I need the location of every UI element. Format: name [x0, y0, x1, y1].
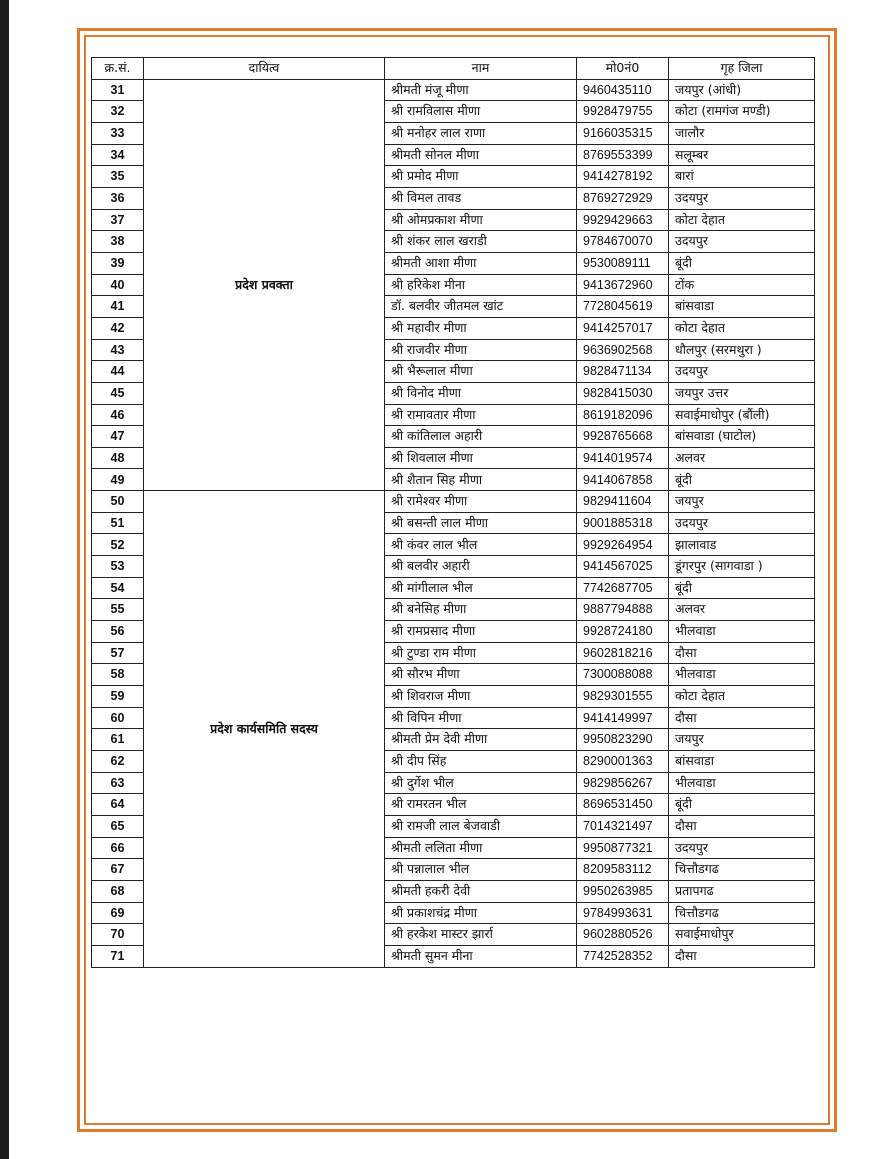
- name-cell: श्री रामरतन भील: [385, 794, 577, 816]
- district-cell: चित्तौडगढ: [669, 902, 815, 924]
- name-cell: श्रीमती सुमन मीना: [385, 945, 577, 967]
- mobile-cell: 9829301555: [577, 686, 669, 708]
- mobile-cell: 9928765668: [577, 426, 669, 448]
- district-cell: सवाईमाधोपुर (बौंली): [669, 404, 815, 426]
- district-cell: डूंगरपुर (सागवाडा ): [669, 556, 815, 578]
- serial-number-cell: 44: [92, 361, 144, 383]
- name-cell: श्री प्रकाशचंद्र मीणा: [385, 902, 577, 924]
- district-cell: दौसा: [669, 815, 815, 837]
- mobile-cell: 9414567025: [577, 556, 669, 578]
- mobile-cell: 9929429663: [577, 209, 669, 231]
- serial-number-cell: 62: [92, 751, 144, 773]
- district-cell: झालावाड: [669, 534, 815, 556]
- district-cell: कोटा देहात: [669, 686, 815, 708]
- name-cell: श्री रामजी लाल बेजवाडी: [385, 815, 577, 837]
- mobile-cell: 8619182096: [577, 404, 669, 426]
- district-cell: दौसा: [669, 642, 815, 664]
- mobile-cell: 8769553399: [577, 144, 669, 166]
- district-cell: जयपुर (आंधी): [669, 79, 815, 101]
- serial-number-cell: 43: [92, 339, 144, 361]
- district-cell: जालौर: [669, 122, 815, 144]
- serial-number-cell: 66: [92, 837, 144, 859]
- mobile-cell: 9950263985: [577, 880, 669, 902]
- viewer-left-edge: [0, 0, 9, 1159]
- serial-number-cell: 67: [92, 859, 144, 881]
- district-cell: जयपुर उत्तर: [669, 382, 815, 404]
- district-cell: उदयपुर: [669, 231, 815, 253]
- name-cell: श्री रामप्रसाद मीणा: [385, 621, 577, 643]
- table-header-row: [92, 58, 815, 80]
- district-cell: धौलपुर (सरमथुरा ): [669, 339, 815, 361]
- mobile-cell: 9413672960: [577, 274, 669, 296]
- mobile-cell: 9414278192: [577, 166, 669, 188]
- serial-number-cell: 37: [92, 209, 144, 231]
- mobile-cell: 9887794888: [577, 599, 669, 621]
- mobile-cell: 9636902568: [577, 339, 669, 361]
- name-cell: श्री बलवीर अहारी: [385, 556, 577, 578]
- serial-number-cell: 36: [92, 187, 144, 209]
- name-cell: डॉ. बलवीर जीतमल खांट: [385, 296, 577, 318]
- district-cell: उदयपुर: [669, 187, 815, 209]
- district-cell: प्रतापगढ: [669, 880, 815, 902]
- mobile-cell: 9929264954: [577, 534, 669, 556]
- district-cell: बूंदी: [669, 252, 815, 274]
- serial-number-cell: 56: [92, 621, 144, 643]
- name-cell: श्री कांतिलाल अहारी: [385, 426, 577, 448]
- mobile-cell: 7014321497: [577, 815, 669, 837]
- mobile-cell: 9414019574: [577, 447, 669, 469]
- table-row: [92, 79, 815, 101]
- name-cell: श्री शंकर लाल खराडी: [385, 231, 577, 253]
- name-cell: श्रीमती प्रेम देवी मीणा: [385, 729, 577, 751]
- serial-number-cell: 39: [92, 252, 144, 274]
- mobile-cell: 9166035315: [577, 122, 669, 144]
- name-cell: श्री विमल तावड: [385, 187, 577, 209]
- serial-number-cell: 65: [92, 815, 144, 837]
- mobile-cell: 9829856267: [577, 772, 669, 794]
- mobile-cell: 8769272929: [577, 187, 669, 209]
- office-bearers-table: [91, 57, 815, 968]
- header-serial: क्र.सं.: [92, 58, 144, 80]
- district-cell: कोटा देहात: [669, 317, 815, 339]
- serial-number-cell: 40: [92, 274, 144, 296]
- district-cell: बांसवाडा: [669, 751, 815, 773]
- district-cell: उदयपुर: [669, 837, 815, 859]
- name-cell: श्री रामविलास मीणा: [385, 101, 577, 123]
- header-district: गृह जिला: [669, 58, 815, 80]
- mobile-cell: 8209583112: [577, 859, 669, 881]
- mobile-cell: 9530089111: [577, 252, 669, 274]
- name-cell: श्रीमती हकरी देवी: [385, 880, 577, 902]
- name-cell: श्री बसन्ती लाल मीणा: [385, 512, 577, 534]
- serial-number-cell: 46: [92, 404, 144, 426]
- name-cell: श्री भैरूलाल मीणा: [385, 361, 577, 383]
- mobile-cell: 9784670070: [577, 231, 669, 253]
- mobile-cell: 9829411604: [577, 491, 669, 513]
- name-cell: श्री टुण्डा राम मीणा: [385, 642, 577, 664]
- mobile-cell: 7742687705: [577, 577, 669, 599]
- name-cell: श्री रामावतार मीणा: [385, 404, 577, 426]
- name-cell: श्री शिवलाल मीणा: [385, 447, 577, 469]
- district-cell: भीलवाडा: [669, 621, 815, 643]
- serial-number-cell: 48: [92, 447, 144, 469]
- district-cell: बूंदी: [669, 469, 815, 491]
- serial-number-cell: 31: [92, 79, 144, 101]
- serial-number-cell: 57: [92, 642, 144, 664]
- name-cell: श्रीमती आशा मीणा: [385, 252, 577, 274]
- mobile-cell: 9414257017: [577, 317, 669, 339]
- serial-number-cell: 38: [92, 231, 144, 253]
- mobile-cell: 9928724180: [577, 621, 669, 643]
- name-cell: श्रीमती ललिता मीणा: [385, 837, 577, 859]
- district-cell: अलवर: [669, 599, 815, 621]
- serial-number-cell: 63: [92, 772, 144, 794]
- mobile-cell: 9950823290: [577, 729, 669, 751]
- name-cell: श्री महावीर मीणा: [385, 317, 577, 339]
- district-cell: चित्तौडगढ: [669, 859, 815, 881]
- district-cell: भीलवाडा: [669, 664, 815, 686]
- district-cell: सवाईमाधोपुर: [669, 924, 815, 946]
- district-cell: बांसवाडा (घाटोल): [669, 426, 815, 448]
- serial-number-cell: 42: [92, 317, 144, 339]
- name-cell: श्री ओमप्रकाश मीणा: [385, 209, 577, 231]
- serial-number-cell: 69: [92, 902, 144, 924]
- name-cell: श्री दुर्गेश भील: [385, 772, 577, 794]
- district-cell: कोटा (रामगंज मण्डी): [669, 101, 815, 123]
- serial-number-cell: 33: [92, 122, 144, 144]
- serial-number-cell: 53: [92, 556, 144, 578]
- name-cell: श्री बनेसिह मीणा: [385, 599, 577, 621]
- mobile-cell: 9928479755: [577, 101, 669, 123]
- mobile-cell: 7300088088: [577, 664, 669, 686]
- district-cell: सलूम्बर: [669, 144, 815, 166]
- mobile-cell: 9828471134: [577, 361, 669, 383]
- name-cell: श्री हरकेश मास्टर झार्रा: [385, 924, 577, 946]
- mobile-cell: 8290001363: [577, 751, 669, 773]
- name-cell: श्री सौरभ मीणा: [385, 664, 577, 686]
- mobile-cell: 9784993631: [577, 902, 669, 924]
- header-role: दायित्व: [144, 58, 385, 80]
- serial-number-cell: 35: [92, 166, 144, 188]
- name-cell: श्रीमती मंजू मीणा: [385, 79, 577, 101]
- district-cell: भीलवाडा: [669, 772, 815, 794]
- mobile-cell: 9950877321: [577, 837, 669, 859]
- serial-number-cell: 61: [92, 729, 144, 751]
- name-cell: श्री मनोहर लाल राणा: [385, 122, 577, 144]
- district-cell: जयपुर: [669, 491, 815, 513]
- role-cell: प्रदेश कार्यसमिति सदस्य: [144, 491, 385, 967]
- mobile-cell: 9602818216: [577, 642, 669, 664]
- header-name: नाम: [385, 58, 577, 80]
- district-cell: बांसवाडा: [669, 296, 815, 318]
- mobile-cell: 9414067858: [577, 469, 669, 491]
- name-cell: श्री कंवर लाल भील: [385, 534, 577, 556]
- district-cell: कोटा देहात: [669, 209, 815, 231]
- serial-number-cell: 50: [92, 491, 144, 513]
- district-cell: टोंक: [669, 274, 815, 296]
- district-cell: दौसा: [669, 945, 815, 967]
- serial-number-cell: 58: [92, 664, 144, 686]
- name-cell: श्री पन्नालाल भील: [385, 859, 577, 881]
- name-cell: श्री विनोद मीणा: [385, 382, 577, 404]
- serial-number-cell: 71: [92, 945, 144, 967]
- name-cell: श्री विपिन मीणा: [385, 707, 577, 729]
- name-cell: श्री हरिकेश मीना: [385, 274, 577, 296]
- serial-number-cell: 49: [92, 469, 144, 491]
- serial-number-cell: 45: [92, 382, 144, 404]
- name-cell: श्री प्रमोद मीणा: [385, 166, 577, 188]
- serial-number-cell: 47: [92, 426, 144, 448]
- serial-number-cell: 64: [92, 794, 144, 816]
- mobile-cell: 7742528352: [577, 945, 669, 967]
- mobile-cell: 9414149997: [577, 707, 669, 729]
- serial-number-cell: 54: [92, 577, 144, 599]
- name-cell: श्री शिवराज मीणा: [385, 686, 577, 708]
- serial-number-cell: 68: [92, 880, 144, 902]
- serial-number-cell: 51: [92, 512, 144, 534]
- serial-number-cell: 32: [92, 101, 144, 123]
- name-cell: श्री शैतान सिह मीणा: [385, 469, 577, 491]
- district-cell: जयपुर: [669, 729, 815, 751]
- district-cell: बारां: [669, 166, 815, 188]
- mobile-cell: 7728045619: [577, 296, 669, 318]
- mobile-cell: 9001885318: [577, 512, 669, 534]
- name-cell: श्री दीप सिंह: [385, 751, 577, 773]
- district-cell: दौसा: [669, 707, 815, 729]
- district-cell: उदयपुर: [669, 361, 815, 383]
- table-body: [92, 79, 815, 967]
- district-cell: बूंदी: [669, 577, 815, 599]
- name-cell: श्री मांगीलाल भील: [385, 577, 577, 599]
- serial-number-cell: 55: [92, 599, 144, 621]
- role-cell: प्रदेश प्रवक्ता: [144, 79, 385, 490]
- mobile-cell: 9828415030: [577, 382, 669, 404]
- serial-number-cell: 52: [92, 534, 144, 556]
- serial-number-cell: 70: [92, 924, 144, 946]
- serial-number-cell: 41: [92, 296, 144, 318]
- mobile-cell: 9460435110: [577, 79, 669, 101]
- header-mobile: मो0नं0: [577, 58, 669, 80]
- table-row: [92, 491, 815, 513]
- mobile-cell: 8696531450: [577, 794, 669, 816]
- serial-number-cell: 60: [92, 707, 144, 729]
- name-cell: श्री रामेश्वर मीणा: [385, 491, 577, 513]
- serial-number-cell: 34: [92, 144, 144, 166]
- name-cell: श्री राजवीर मीणा: [385, 339, 577, 361]
- mobile-cell: 9602880526: [577, 924, 669, 946]
- district-cell: अलवर: [669, 447, 815, 469]
- district-cell: उदयपुर: [669, 512, 815, 534]
- district-cell: बूंदी: [669, 794, 815, 816]
- name-cell: श्रीमती सोनल मीणा: [385, 144, 577, 166]
- serial-number-cell: 59: [92, 686, 144, 708]
